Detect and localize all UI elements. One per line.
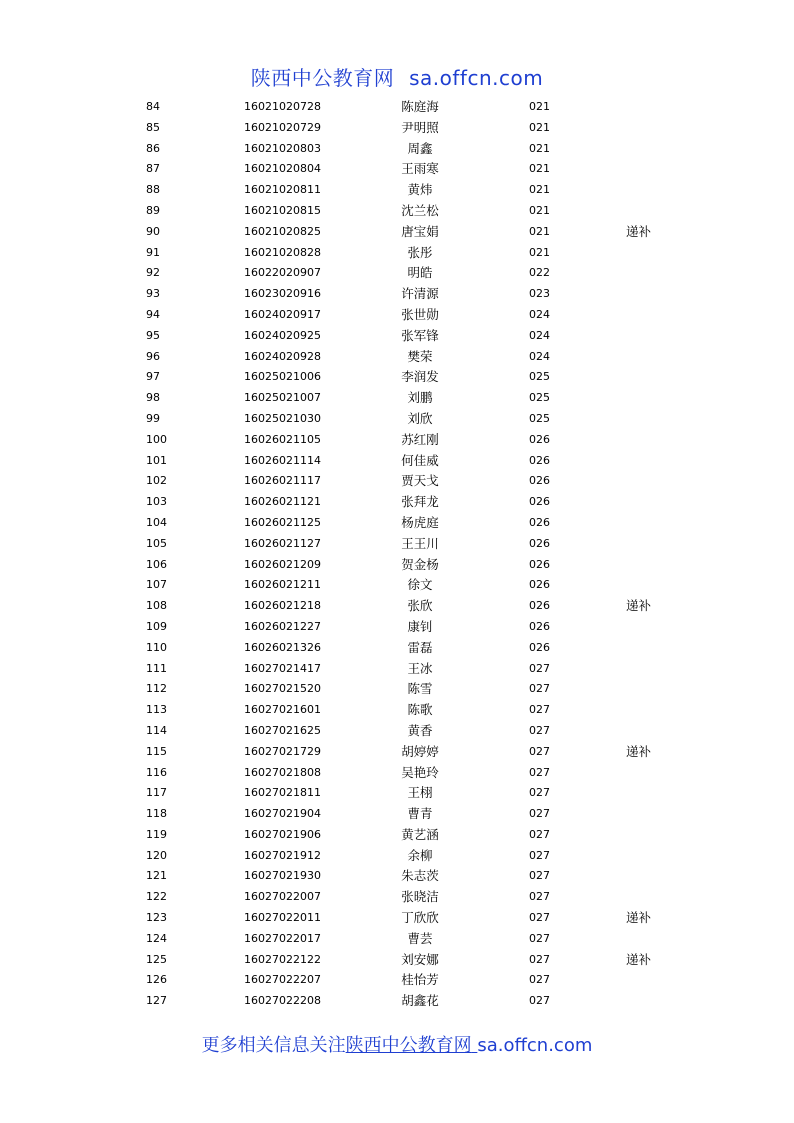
row-name: 雷磊 (407, 639, 433, 655)
row-position-code: 026 (529, 474, 550, 488)
row-number: 125 (146, 952, 167, 966)
row-name: 黄艺涵 (401, 826, 439, 842)
row-name: 张欣 (407, 598, 433, 614)
row-position-code: 027 (529, 952, 550, 966)
row-name: 王雨寒 (401, 161, 439, 177)
table-row (0, 638, 794, 659)
table-row (0, 534, 794, 555)
row-exam-id: 16027021729 (244, 744, 321, 758)
row-number: 93 (146, 287, 160, 301)
row-position-code: 022 (529, 266, 550, 280)
header-site-url: sa.offcn.com (409, 66, 544, 90)
table-row (0, 887, 794, 908)
row-name: 张世勋 (401, 306, 439, 322)
row-exam-id: 16025021006 (244, 370, 321, 384)
table-row (0, 347, 794, 368)
row-name: 沈兰松 (401, 202, 439, 218)
row-name: 桂怡芳 (401, 972, 439, 988)
table-row (0, 721, 794, 742)
row-number: 102 (146, 474, 167, 488)
table-row (0, 742, 794, 763)
row-number: 123 (146, 911, 167, 925)
table-row (0, 513, 794, 534)
row-exam-id: 16026021227 (244, 619, 321, 633)
row-position-code: 027 (529, 682, 550, 696)
row-number: 110 (146, 640, 167, 654)
table-row (0, 596, 794, 617)
row-name: 尹明照 (401, 119, 439, 135)
row-exam-id: 16026021127 (244, 536, 321, 550)
table-row (0, 97, 794, 118)
table-row (0, 471, 794, 492)
row-name: 余柳 (407, 847, 433, 863)
row-name: 陈雪 (407, 681, 433, 697)
row-number: 85 (146, 120, 160, 134)
row-position-code: 026 (529, 578, 550, 592)
row-number: 109 (146, 619, 167, 633)
row-exam-id: 16021020828 (244, 245, 321, 259)
row-exam-id: 16027022208 (244, 994, 321, 1008)
row-exam-id: 16027022007 (244, 890, 321, 904)
row-name: 丁欣欣 (401, 910, 439, 926)
table-row (0, 700, 794, 721)
row-number: 99 (146, 411, 160, 425)
table-row (0, 284, 794, 305)
row-name: 杨虎庭 (401, 514, 439, 530)
row-position-code: 027 (529, 869, 550, 883)
row-number: 118 (146, 807, 167, 821)
row-number: 90 (146, 224, 160, 238)
row-name: 何佳威 (401, 452, 439, 468)
row-name: 王冰 (407, 660, 433, 676)
table-row (0, 846, 794, 867)
row-name: 黄香 (407, 722, 433, 738)
row-position-code: 025 (529, 370, 550, 384)
row-exam-id: 16027021912 (244, 848, 321, 862)
table-row (0, 825, 794, 846)
page-header (0, 62, 794, 91)
row-number: 116 (146, 765, 167, 779)
table-row (0, 555, 794, 576)
row-position-code: 027 (529, 890, 550, 904)
row-exam-id: 16027022207 (244, 973, 321, 987)
row-name: 徐文 (407, 577, 433, 593)
table-row (0, 139, 794, 160)
table-row (0, 451, 794, 472)
row-exam-id: 16027021625 (244, 723, 321, 737)
row-number: 124 (146, 931, 167, 945)
row-name: 张拜龙 (401, 494, 439, 510)
table-row (0, 763, 794, 784)
row-position-code: 027 (529, 994, 550, 1008)
table-row (0, 388, 794, 409)
row-number: 84 (146, 100, 160, 113)
row-number: 113 (146, 703, 167, 717)
table-row (0, 430, 794, 451)
row-position-code: 027 (529, 973, 550, 987)
row-name: 刘鹏 (407, 390, 433, 406)
row-exam-id: 16021020729 (244, 120, 321, 134)
table-row (0, 222, 794, 243)
row-exam-id: 16022020907 (244, 266, 321, 280)
row-number: 94 (146, 307, 160, 321)
row-exam-id: 16027021520 (244, 682, 321, 696)
row-name: 王栩 (407, 785, 433, 801)
row-name: 苏红刚 (401, 431, 439, 447)
row-number: 103 (146, 495, 167, 509)
row-exam-id: 16027021417 (244, 661, 321, 675)
row-number: 89 (146, 203, 160, 217)
row-number: 119 (146, 827, 167, 841)
row-exam-id: 16027022017 (244, 931, 321, 945)
row-number: 115 (146, 744, 167, 758)
row-number: 91 (146, 245, 160, 259)
row-name: 胡鑫花 (401, 993, 439, 1009)
row-name: 陈歌 (407, 702, 433, 718)
row-exam-id: 16027022122 (244, 952, 321, 966)
table-row (0, 118, 794, 139)
row-exam-id: 16021020811 (244, 183, 321, 197)
row-name: 刘安娜 (401, 951, 439, 967)
table-row (0, 367, 794, 388)
row-remark: 递补 (626, 951, 652, 967)
row-position-code: 026 (529, 453, 550, 467)
row-name: 胡婷婷 (401, 743, 439, 759)
row-remark: 递补 (626, 598, 652, 614)
table-row (0, 201, 794, 222)
row-number: 108 (146, 599, 167, 613)
row-exam-id: 16027022011 (244, 911, 321, 925)
row-position-code: 025 (529, 411, 550, 425)
row-position-code: 021 (529, 203, 550, 217)
row-number: 114 (146, 723, 167, 737)
row-exam-id: 16027021904 (244, 807, 321, 821)
row-name: 周鑫 (407, 140, 433, 156)
row-exam-id: 16025021007 (244, 391, 321, 405)
row-exam-id: 16026021326 (244, 640, 321, 654)
row-number: 97 (146, 370, 160, 384)
row-exam-id: 16024020928 (244, 349, 321, 363)
table-row (0, 929, 794, 950)
row-position-code: 026 (529, 515, 550, 529)
table-row (0, 575, 794, 596)
row-number: 121 (146, 869, 167, 883)
row-position-code: 021 (529, 120, 550, 134)
table-row (0, 950, 794, 971)
row-name: 陈庭海 (401, 99, 439, 114)
table-row (0, 243, 794, 264)
row-position-code: 027 (529, 786, 550, 800)
row-number: 120 (146, 848, 167, 862)
table-row (0, 159, 794, 180)
table-row (0, 908, 794, 929)
row-position-code: 021 (529, 162, 550, 176)
row-position-code: 025 (529, 391, 550, 405)
row-number: 106 (146, 557, 167, 571)
row-name: 吴艳玲 (401, 764, 439, 780)
row-number: 86 (146, 141, 160, 155)
row-name: 许清源 (401, 286, 439, 302)
row-remark: 递补 (626, 910, 652, 926)
row-position-code: 027 (529, 931, 550, 945)
row-position-code: 027 (529, 765, 550, 779)
row-name: 朱志茨 (401, 868, 439, 884)
row-number: 105 (146, 536, 167, 550)
table-row (0, 263, 794, 284)
row-name: 明皓 (407, 265, 433, 281)
row-number: 107 (146, 578, 167, 592)
table-row (0, 679, 794, 700)
row-name: 黄炜 (407, 182, 433, 198)
footer-site-url[interactable]: sa.offcn.com (477, 1035, 593, 1056)
row-name: 王王川 (401, 535, 439, 551)
row-position-code: 027 (529, 723, 550, 737)
row-exam-id: 16026021105 (244, 432, 321, 446)
table-row (0, 783, 794, 804)
row-position-code: 026 (529, 557, 550, 571)
row-exam-id: 16026021117 (244, 474, 321, 488)
row-exam-id: 16026021211 (244, 578, 321, 592)
table-row (0, 866, 794, 887)
table-row (0, 991, 794, 1012)
row-position-code: 021 (529, 100, 550, 113)
row-name: 张晓洁 (401, 889, 439, 905)
row-exam-id: 16021020815 (244, 203, 321, 217)
row-name: 樊荣 (407, 348, 433, 364)
header-site-name: 陕西中公教育网 (250, 66, 395, 90)
row-position-code: 026 (529, 432, 550, 446)
row-exam-id: 16026021125 (244, 515, 321, 529)
row-name: 贾天戈 (401, 473, 439, 489)
row-position-code: 021 (529, 245, 550, 259)
row-exam-id: 16026021209 (244, 557, 321, 571)
table-row (0, 804, 794, 825)
row-name: 康钊 (407, 618, 433, 634)
row-position-code: 024 (529, 328, 550, 342)
row-exam-id: 16021020804 (244, 162, 321, 176)
row-exam-id: 16024020917 (244, 307, 321, 321)
row-position-code: 027 (529, 848, 550, 862)
row-position-code: 027 (529, 744, 550, 758)
row-exam-id: 16026021218 (244, 599, 321, 613)
row-position-code: 027 (529, 827, 550, 841)
table-row (0, 180, 794, 201)
row-name: 刘欣 (407, 410, 433, 426)
row-position-code: 024 (529, 349, 550, 363)
row-exam-id: 16027021811 (244, 786, 321, 800)
row-position-code: 026 (529, 599, 550, 613)
row-position-code: 027 (529, 911, 550, 925)
row-number: 117 (146, 786, 167, 800)
row-number: 87 (146, 162, 160, 176)
row-position-code: 027 (529, 661, 550, 675)
row-exam-id: 16021020728 (244, 100, 321, 113)
row-number: 127 (146, 994, 167, 1008)
row-name: 曹芸 (407, 930, 433, 946)
row-position-code: 024 (529, 307, 550, 321)
row-name: 张彤 (407, 244, 433, 260)
row-position-code: 026 (529, 536, 550, 550)
row-position-code: 021 (529, 224, 550, 238)
row-position-code: 026 (529, 495, 550, 509)
page-footer (0, 1031, 794, 1057)
row-name: 张军锋 (401, 327, 439, 343)
row-position-code: 027 (529, 703, 550, 717)
row-name: 贺金杨 (401, 556, 439, 572)
row-position-code: 027 (529, 807, 550, 821)
table-row (0, 970, 794, 991)
footer-site-name: 陕西中公教育网 (345, 1035, 472, 1056)
row-position-code: 021 (529, 183, 550, 197)
table-row (0, 492, 794, 513)
row-remark: 递补 (626, 223, 652, 239)
row-exam-id: 16026021114 (244, 453, 321, 467)
row-number: 88 (146, 183, 160, 197)
table-row (0, 409, 794, 430)
table-row (0, 305, 794, 326)
row-position-code: 021 (529, 141, 550, 155)
row-number: 122 (146, 890, 167, 904)
footer-prefix: 更多相关信息关注 (201, 1035, 346, 1056)
footer-site-link[interactable] (346, 1035, 478, 1056)
row-exam-id: 16027021808 (244, 765, 321, 779)
row-number: 95 (146, 328, 160, 342)
row-exam-id: 16027021930 (244, 869, 321, 883)
row-number: 96 (146, 349, 160, 363)
row-number: 126 (146, 973, 167, 987)
row-exam-id: 16021020803 (244, 141, 321, 155)
row-position-code: 026 (529, 640, 550, 654)
table-row (0, 659, 794, 680)
row-number: 112 (146, 682, 167, 696)
row-exam-id: 16026021121 (244, 495, 321, 509)
row-exam-id: 16021020825 (244, 224, 321, 238)
row-position-code: 023 (529, 287, 550, 301)
row-exam-id: 16024020925 (244, 328, 321, 342)
results-table (0, 97, 794, 1012)
row-number: 101 (146, 453, 167, 467)
row-name: 曹青 (407, 806, 433, 822)
row-number: 92 (146, 266, 160, 280)
row-exam-id: 16027021601 (244, 703, 321, 717)
row-exam-id: 16027021906 (244, 827, 321, 841)
row-position-code: 026 (529, 619, 550, 633)
row-remark: 递补 (626, 743, 652, 759)
table-row (0, 617, 794, 638)
table-row (0, 326, 794, 347)
row-name: 唐宝娟 (401, 223, 439, 239)
row-number: 104 (146, 515, 167, 529)
row-number: 111 (146, 661, 167, 675)
row-exam-id: 16023020916 (244, 287, 321, 301)
row-number: 100 (146, 432, 167, 446)
row-number: 98 (146, 391, 160, 405)
row-name: 李润发 (401, 369, 439, 385)
row-exam-id: 16025021030 (244, 411, 321, 425)
